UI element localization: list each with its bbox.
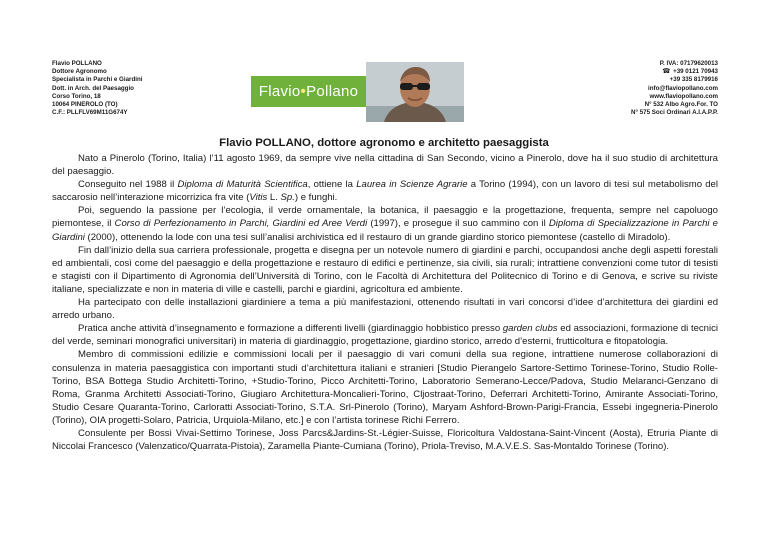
street-line: Corso Torino, 18 xyxy=(52,92,101,100)
text-run: Poi, seguendo la passione per l’ecologia, il verde ornamentale, la botanica, il paesaggio e la progettazione, frequenta, sempre nel capoluogo piemontese, il xyxy=(52,205,718,230)
website-line[interactable]: www.flaviopollano.com xyxy=(649,92,718,100)
italic-run: Vitis xyxy=(249,192,268,204)
text-run: Conseguito nel 1988 il xyxy=(78,179,178,191)
document-body xyxy=(52,152,718,453)
specialty-line: Specialista in Parchi e Giardini xyxy=(52,76,143,84)
header-right-contact xyxy=(538,60,718,117)
name-line: Flavio POLLANO xyxy=(52,60,102,67)
phone-line xyxy=(538,68,718,76)
logo-word-first: Flavio xyxy=(258,83,301,100)
logo-wordmark xyxy=(251,76,366,107)
text-run: ) e funghi. xyxy=(294,192,338,204)
text-run: (2000), ottenendo la lode con una tesi sull’analisi archivistica ed il restauro di un grande giardino storico piemontese (castello di Miradolo). xyxy=(84,231,671,243)
logo xyxy=(251,62,464,122)
text-run: a Torino (1994), con un lavoro di tesi sul metabolismo del saccarosio nell’interazione micorrizica fra vite ( xyxy=(52,179,718,204)
city-line: 10064 PINEROLO (TO) xyxy=(52,101,118,109)
degree-line: Dott. in Arch. del Paesaggio xyxy=(52,84,134,92)
portrait-image xyxy=(366,62,464,122)
paragraph-teaching xyxy=(52,322,718,348)
fiscal-code-line: C.F.: PLLFLV69M11G674Y xyxy=(52,109,128,117)
aiapp-line: N° 575 Soci Ordinari A.I.A.P.P. xyxy=(631,109,718,117)
vat-line: P. IVA: 07179620013 xyxy=(659,60,718,67)
paragraph-installations: Ha partecipato con delle installazioni giardiniere a tema a più manifestazioni, ottenendo risultati in vari concorsi d’idee d’architettura dei giardini ed arredo urbano. xyxy=(52,297,718,322)
phone-icon: ☎ xyxy=(662,68,671,76)
text-run: , ottiene la xyxy=(307,179,357,191)
italic-run: Laurea in Scienze Agrarie xyxy=(356,179,468,191)
paragraph-education xyxy=(52,178,718,204)
email-line[interactable]: info@flaviopollano.com xyxy=(648,84,718,92)
logo-word-second: Pollano xyxy=(306,83,359,100)
header-left-contact xyxy=(52,60,202,117)
mobile-line: +39 335 8179916 xyxy=(669,76,718,84)
italic-run: Corso di Perfezionamento in Parchi, Giardini ed Aree Verdi xyxy=(114,218,368,230)
document-title: Flavio POLLANO, dottore agronomo e architetto paesaggista xyxy=(219,137,549,149)
paragraph-specialization xyxy=(52,204,718,243)
paragraph-birth: Nato a Pinerolo (Torino, Italia) l’11 agosto 1969, da sempre vive nella cittadina di San Secondo, vicino a Pinerolo, dove ha il suo studio di architettura del paesaggio. xyxy=(52,153,718,178)
portrait-photo xyxy=(366,62,464,122)
albo-line: N° 532 Albo Agro.For. TO xyxy=(644,101,718,109)
paragraph-consulting: Consulente per Bossi Vivai-Settimo Torinese, Joss Parcs&Jardins-St.-Légier-Suisse, Floricoltura Valdostana-Saint-Vincent (Aosta), Etruria Piante di Niccolai Francesco (Valenzatico/Quarrata-Pistoia), Zaramella Piante-Cumiana (Torino), Priola-Treviso, M.A.V.E.S. Sas-Montaldo Torinese (Torino). xyxy=(52,427,718,453)
text-run: ed associazioni, formazione di tecnici del verde, seminari monografici universitari) in materia di giardinaggio, progettazione, giardino storico, arredo d’esterni, frutticoltura e fitopatologia. xyxy=(52,323,719,348)
italic-run: Diploma di Specializzazione in Parchi e Giardini xyxy=(52,218,718,243)
profession-line: Dottore Agronomo xyxy=(52,68,107,76)
italic-run: Diploma di Maturità Scientifica xyxy=(177,179,308,191)
italic-run: Sp. xyxy=(280,192,295,204)
text-run: L. xyxy=(267,192,281,204)
phone-number: +39 0121 70943 xyxy=(673,68,718,76)
text-run: (1997), e prosegue il suo cammino con il xyxy=(367,218,549,230)
paragraph-collaborations: Membro di commissioni edilizie e commissioni locali per il paesaggio di vari comuni della sua regione, intrattiene numerose collaborazioni di consulenza in materia paesaggistica con importanti studi d’architettura italiani e stranieri [Studio Pierangelo Sartore-Settimo Torinese-Torino, Studio Rolle-Torino, BSA Bottega Studio Architetti-Torino, +Studio-Torino, Picco Architetti-Torino, Laboratorio Semerano-Lecce/Padova, Studio Melaranci-Genzano di Roma, Granma Architetti Associati-Torino, Giugiaro Architettura-Moncalieri-Torino, Cljostraat-Torino, Deferrari Architetti-Torino, Amirante Associati-Torino, Studio Cesare Quaranta-Torino, Carloratti Associati-Torino, S.T.A. Srl-Pinerolo (Torino), Maryam Ashford-Brown-Parigi-Francia, Essebi ingegneria-Pinerolo (Torino), OIA progetti-Solaro, Patricia, Urquiola-Milano, etc.] e con l’artista torinese Richi Ferrero. xyxy=(52,349,718,426)
text-run: Pratica anche attività d’insegnamento e formazione a differenti livelli (giardinaggio hobbistico presso xyxy=(78,323,503,335)
italic-run: garden clubs xyxy=(502,323,558,335)
paragraph-career: Fin dall’inizio della sua carriera professionale, progetta e disegna per un notevole numero di giardini e parchi, occupandosi anche degli aspetti forestali ed ambientali, così come del paesaggio e della progettazione e restauro di edifici e pertinenze, sia civili, sia rurali; intrattiene convenzioni come tutor di tesisti e stagisti con il Dipartimento di Agronomia dell’Università di Torino, con le Facoltà di Architettura del Politecnico di Torino e di Genova, e scrive su riviste italiane, specializzate e non in materia di ville e castelli, parchi e giardini, agricoltura ed ambiente. xyxy=(52,244,718,295)
logo-leaf-dot: • xyxy=(300,83,307,100)
